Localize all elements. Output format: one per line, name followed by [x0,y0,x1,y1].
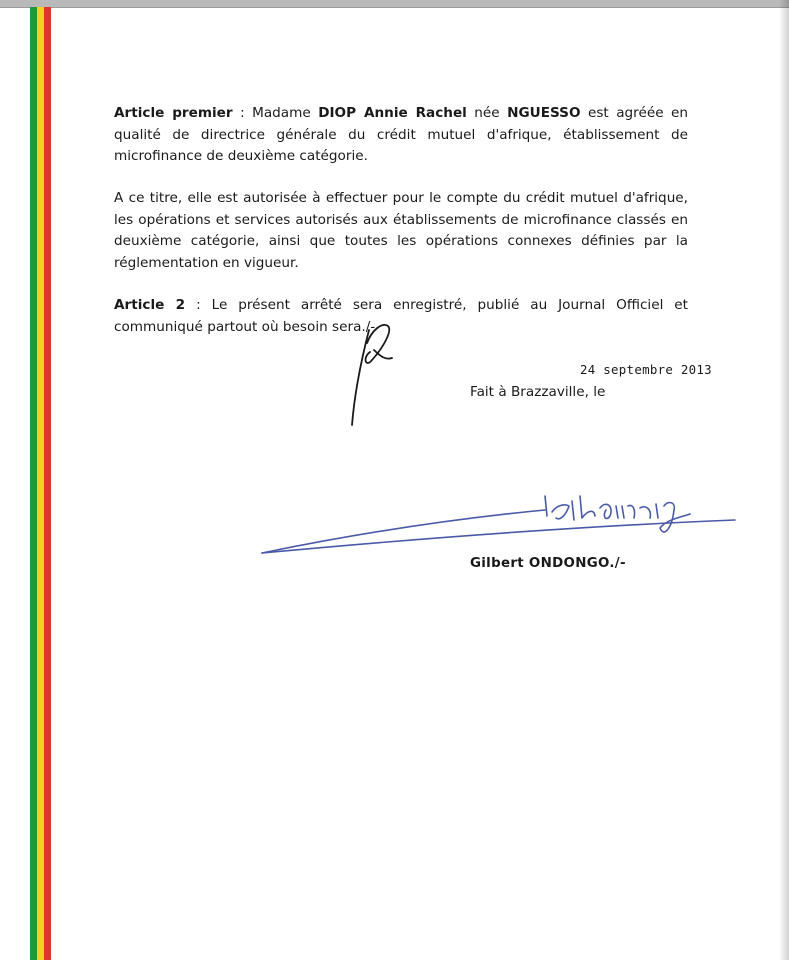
place-line: Fait à Brazzaville, le [470,384,606,400]
date-stamp: 24 septembre 2013 [580,362,712,377]
paragraph-authorization: A ce titre, elle est autorisée à effectuer pour le compte du crédit mutuel d'afrique, les opérations et services autorisés aux établissements de microfinance classés en deuxième catégorie, ainsi que toutes les opérations connexes définies par la réglementation en vigueur. [114,190,688,271]
handwritten-signature [262,496,735,553]
paraph-signature [352,325,392,425]
article-premier-label: Article premier [114,105,233,121]
article-premier-sep: : Madame [232,105,319,121]
maiden-name: NGUESSO [507,105,581,121]
appointee-name: DIOP Annie Rachel [318,105,467,121]
article-premier-text: est agréée en qualité de directrice générale du crédit mutuel d'afrique, établissement de microfinance de deuxième catégorie. [114,105,689,164]
article-2-text: : Le présent arrêté sera enregistré, publié au Journal Officiel et communiqué partout où besoin sera./- [114,297,688,335]
born-prefix: née [466,105,508,121]
page-edge-shadow [779,0,789,960]
signer-name: Gilbert ONDONGO./- [470,556,626,571]
article-2-label: Article 2 [114,297,186,313]
